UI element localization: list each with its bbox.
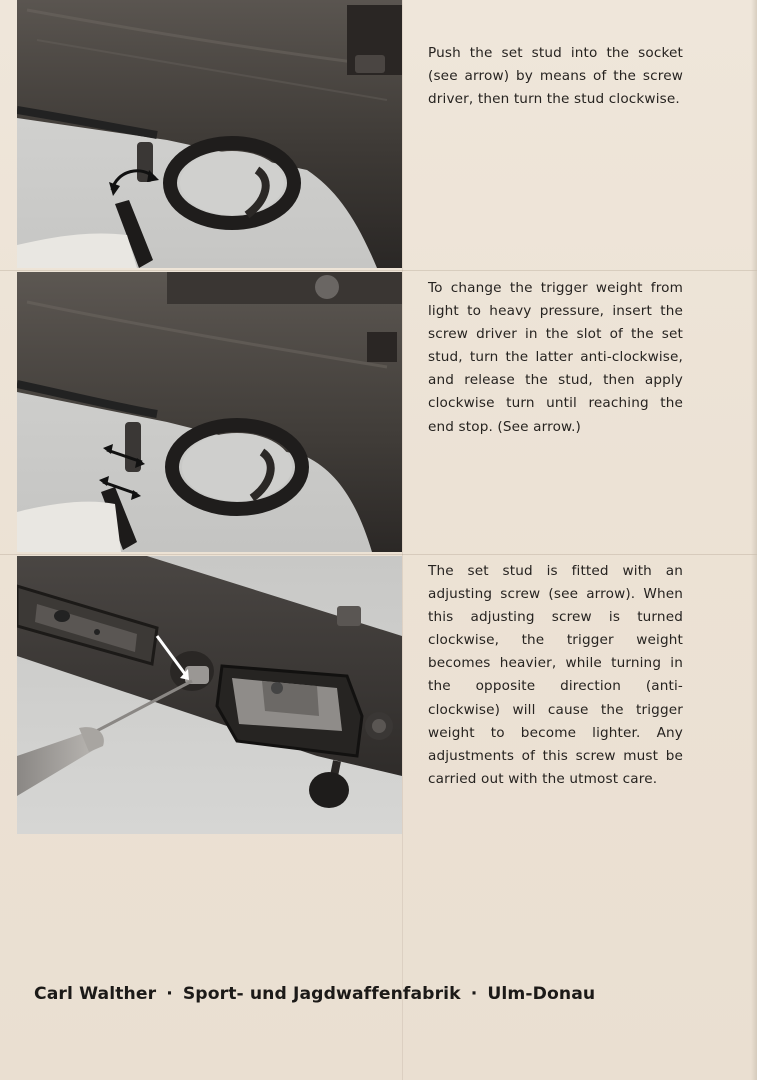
photo-set-stud-insertion	[17, 0, 402, 268]
instruction-text-1: Push the set stud into the socket (see arrow) by means of the screw driver, then turn the stud clockwise.	[428, 45, 683, 108]
paper-fold-line	[0, 270, 757, 271]
footer-separator: ·	[166, 984, 173, 1004]
company-footer	[34, 984, 595, 1004]
instruction-text-3: The set stud is fitted with an adjusting screw (see arrow). When this adjusting screw is turned clockwise, the trigger weight becomes heavier, while turning in the opposite direction (anti-clockwise) will cause the trigger weight to become lighter. Any adjustments of this screw must be carried out with the utmost care.	[428, 563, 683, 787]
footer-separator: ·	[470, 984, 478, 1004]
paper-fold-line	[0, 554, 757, 555]
instruction-text-2: To change the trigger weight from light to heavy pressure, insert the screw driver in the slot of the set stud, turn the latter anti-clockwise, and release the stud, then apply clockwise turn until reaching the end stop. (See arrow.)	[428, 280, 683, 435]
paper-edge	[751, 0, 757, 1080]
photo-trigger-weight-change	[17, 272, 402, 552]
paper-fold-line	[402, 0, 403, 1080]
company-division: Sport- und Jagdwaffenfabrik	[182, 984, 461, 1004]
company-location: Ulm-Donau	[487, 984, 596, 1004]
photo-adjusting-screw	[17, 556, 402, 834]
company-name: Carl Walther	[34, 984, 157, 1004]
